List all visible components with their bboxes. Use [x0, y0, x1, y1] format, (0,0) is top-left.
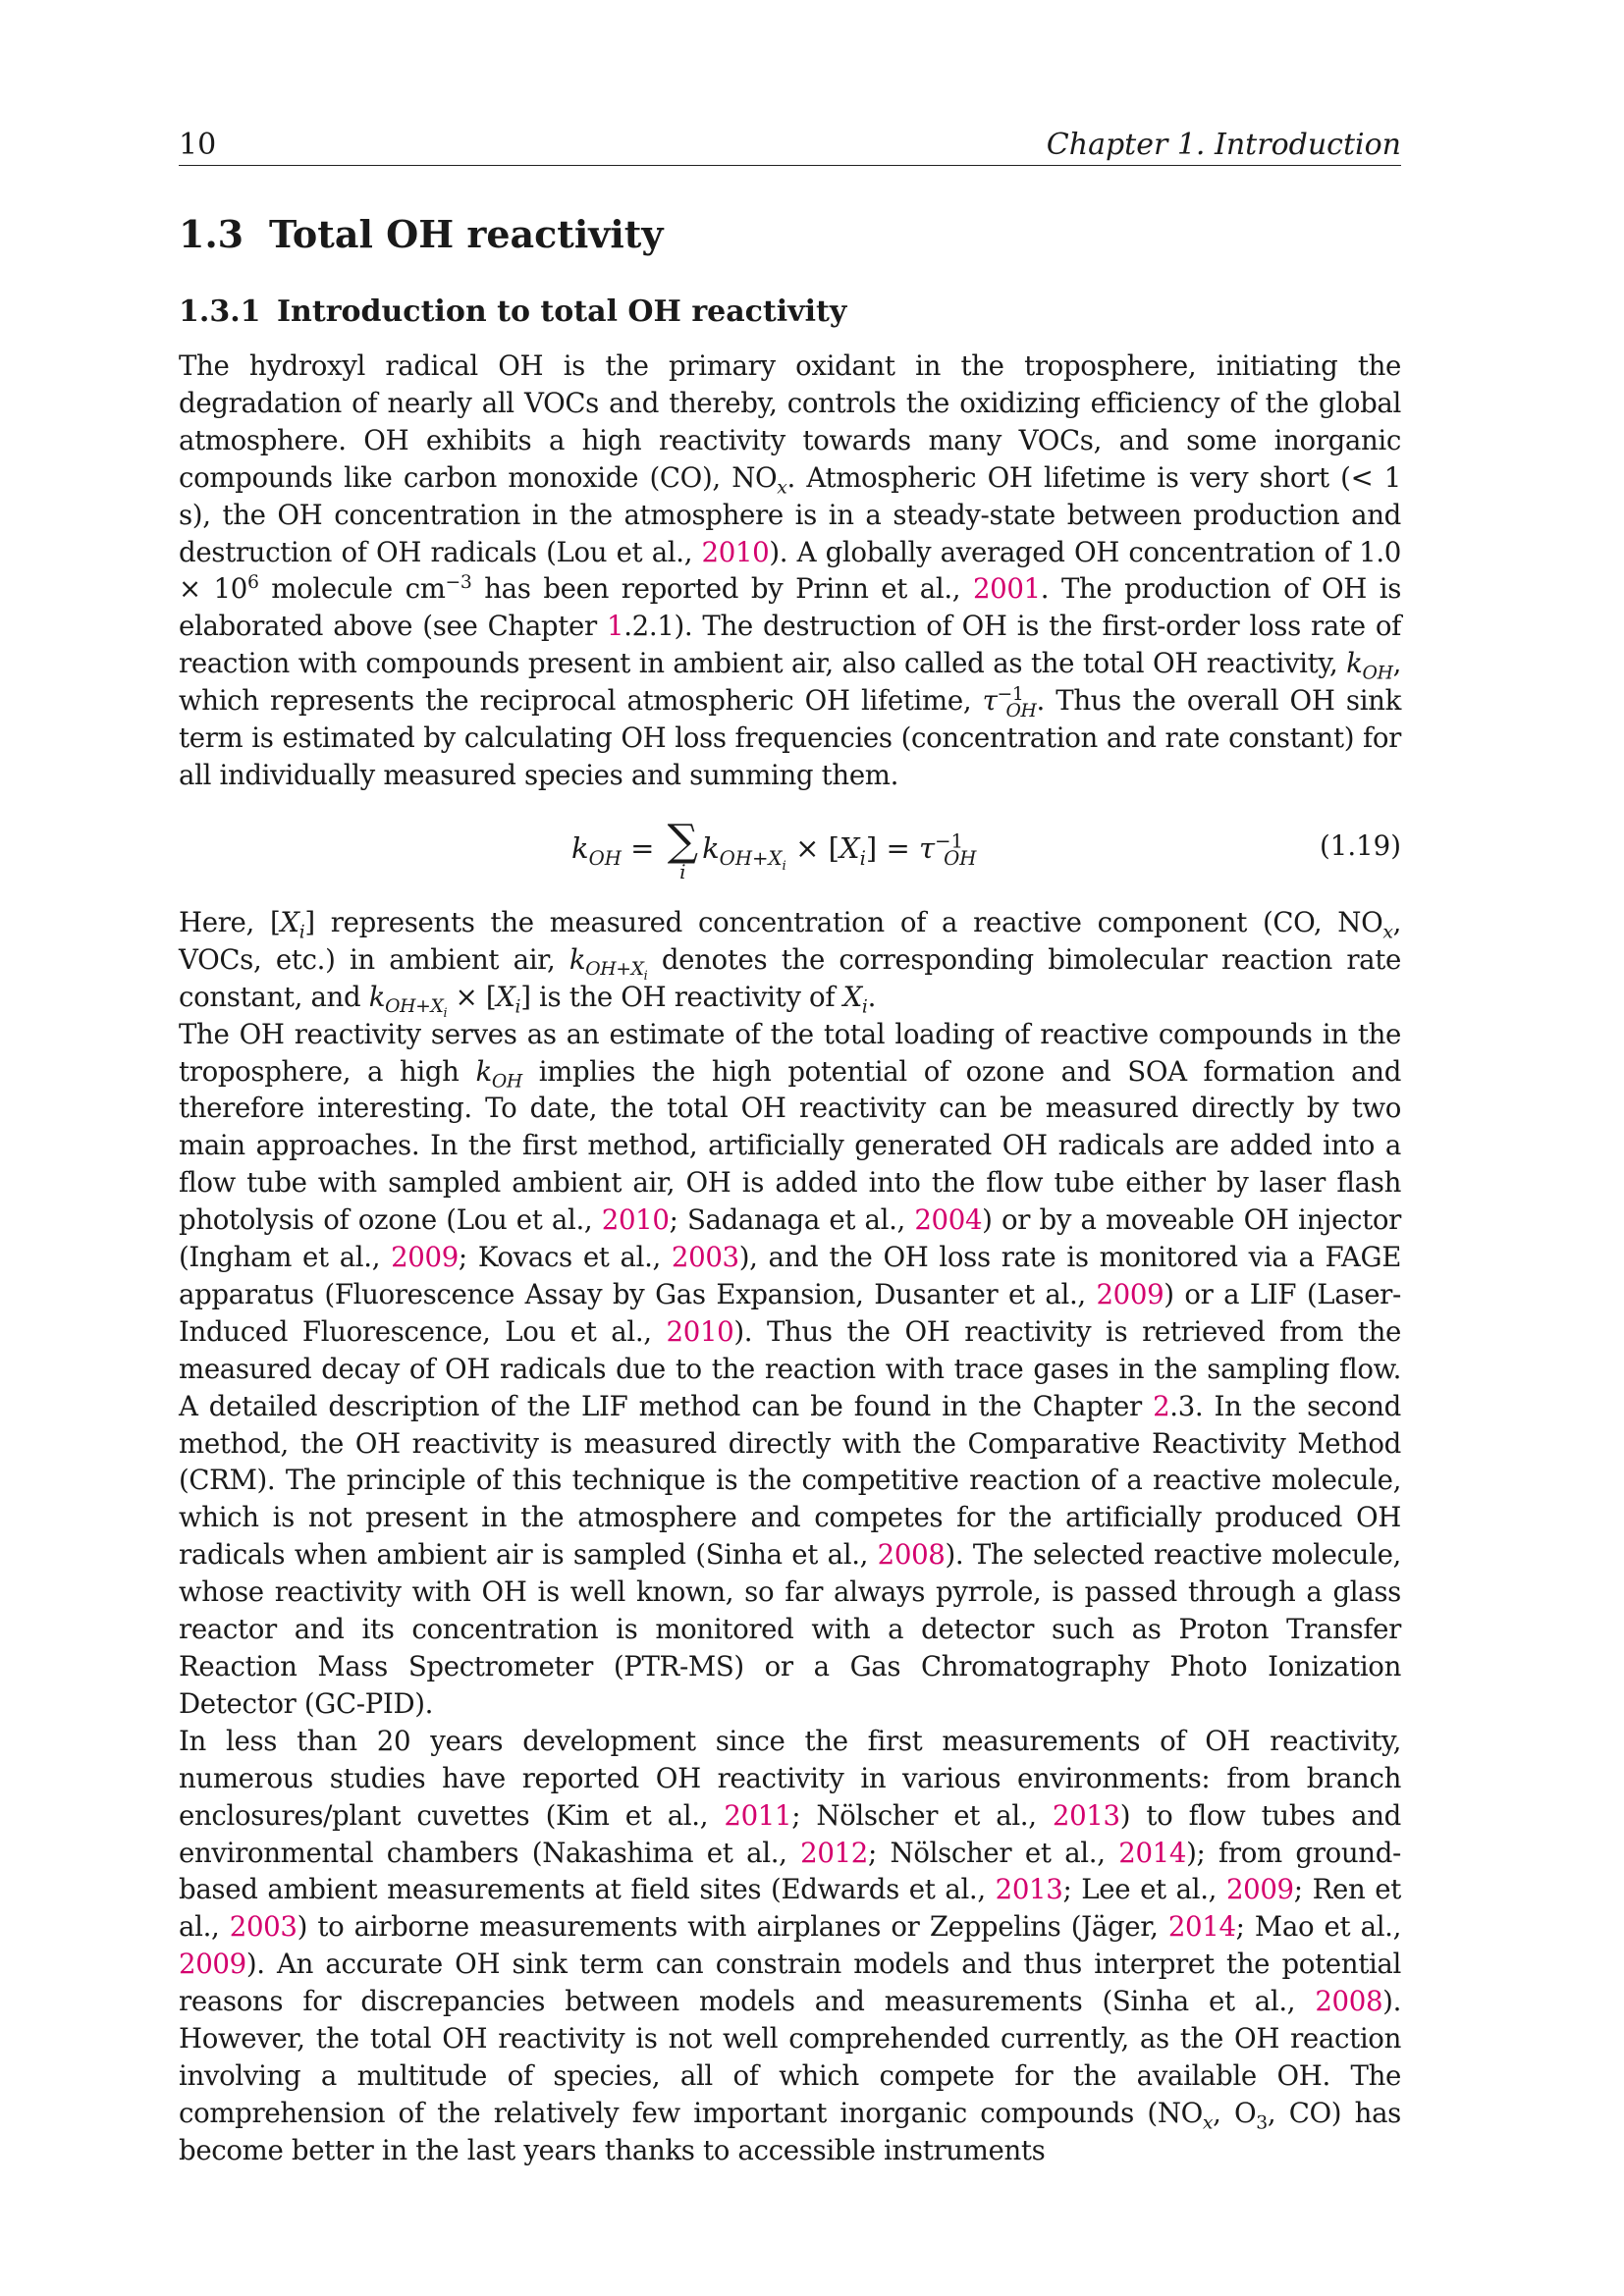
- citation-link[interactable]: 2010: [701, 535, 770, 568]
- equation-1-19: [179, 808, 1401, 898]
- text: ; Lee et al.,: [1062, 1873, 1226, 1906]
- eq-summation: [667, 815, 699, 883]
- eq-subsubscript: i: [782, 858, 786, 874]
- equation-body: [571, 815, 977, 883]
- citation-link[interactable]: 2011: [724, 1798, 792, 1832]
- text: ; Mao et al.,: [1235, 1910, 1402, 1944]
- subsubscript: i: [443, 1005, 448, 1021]
- subscript: OH: [1362, 663, 1393, 684]
- subscript: i: [298, 922, 305, 943]
- citation-link[interactable]: 2012: [800, 1836, 868, 1869]
- subscript: i: [861, 996, 868, 1018]
- text: .2.1). The destruction of OH is the first-order loss rate of reaction with compounds present in ambient air, also called as the total OH reactivity,: [179, 610, 1401, 680]
- text: molecule cm: [258, 572, 446, 606]
- text: . Atmospheric OH lifetime is very short (< 1 s), the OH concentration in the atmosphere is in a steady-state between production and destruction of OH radicals (Lou et al.,: [179, 460, 1401, 568]
- chapter-reference-link[interactable]: 2: [1153, 1389, 1170, 1422]
- text: ] is the OH reactivity of: [520, 980, 843, 1013]
- text: , O: [1213, 2096, 1257, 2129]
- text: In less than 20 years development since the first measurements of OH reactivity, numerous studies have reported OH reactivity in various environments: from branch enclosures/plant cuvettes (Kim et al.,: [179, 1724, 1401, 1832]
- text: , which represents the reciprocal atmospheric OH lifetime,: [179, 647, 1401, 718]
- eq-subscript: i: [859, 846, 866, 870]
- subscript: x: [777, 477, 787, 499]
- math-symbol: k: [568, 942, 586, 976]
- eq-superscript: −1: [935, 829, 964, 853]
- citation-link[interactable]: 2010: [666, 1314, 734, 1348]
- text: . Thus the overall OH sink term is estimated by calculating OH loss frequencies (concentration and rate constant) for all individually measured species and summing them.: [179, 684, 1401, 791]
- eq-var: X: [839, 830, 860, 865]
- superscript: −3: [445, 572, 472, 594]
- subscript: 3: [1256, 2112, 1268, 2134]
- citation-link[interactable]: 2009: [179, 1948, 246, 1981]
- eq-subscript: OH+X: [719, 846, 783, 870]
- text: × [: [447, 980, 497, 1013]
- text: ). A globally averaged OH concentration of 1.0 × 10: [179, 535, 1401, 606]
- eq-rhs: τ: [918, 830, 936, 865]
- paragraph-2: [179, 904, 1401, 1021]
- citation-link[interactable]: 2009: [1225, 1873, 1294, 1906]
- citation-link[interactable]: 2010: [601, 1203, 670, 1237]
- text: ; Ren et al.,: [179, 1873, 1401, 1944]
- text: Here, [: [179, 905, 281, 938]
- equation-number: (1.19): [1320, 828, 1401, 862]
- page-number: 10: [179, 128, 217, 162]
- text: denotes the corresponding bimolecular reaction rate constant, and: [179, 942, 1401, 1013]
- text: The OH reactivity serves as an estimate of the total loading of reactive compounds in the troposphere, a high: [179, 1017, 1401, 1088]
- citation-link[interactable]: 2004: [914, 1203, 983, 1237]
- subscript: x: [1382, 922, 1393, 943]
- eq-bracket: [: [828, 830, 839, 865]
- citation-link[interactable]: 2014: [1167, 1910, 1236, 1944]
- section-title: Total OH reactivity: [269, 212, 664, 256]
- eq-subscript: OH: [944, 846, 977, 870]
- subsection-heading: [179, 291, 1401, 334]
- text: ] represents the measured concentration of a reactive component (CO, NO: [304, 905, 1383, 938]
- text: ), and the OH loss rate is monitored via a FAGE apparatus (Fluorescence Assay by Gas Expansion, Dusanter et al.,: [179, 1241, 1401, 1310]
- subsection-number: 1.3.1: [179, 294, 261, 329]
- eq-lhs: k: [571, 830, 589, 865]
- text: ). Thus the OH reactivity is retrieved from the measured decay of OH radicals due to the reaction with trace gases in the sampling flow. A detailed description of the LIF method can be found in the Chapter: [179, 1314, 1401, 1422]
- main-content: [179, 206, 1401, 2169]
- subscript: i: [514, 996, 521, 1018]
- text: , CO) has become better in the last years thanks to accessible instruments: [179, 2096, 1401, 2166]
- section-number: 1.3: [179, 212, 244, 256]
- text: The hydroxyl radical OH is the primary oxidant in the troposphere, initiating the degradation of nearly all VOCs and thereby, controls the oxidizing efficiency of the global atmosphere. OH exhibits a high reactivity towards many VOCs, and some inorganic compounds like carbon monoxide (CO), NO: [179, 349, 1401, 494]
- subscript: OH: [1005, 700, 1037, 721]
- citation-link[interactable]: 2009: [1096, 1277, 1164, 1310]
- math-symbol: τ: [982, 684, 998, 718]
- math-symbol: k: [1346, 647, 1363, 680]
- text: implies the high potential of ozone and SOA formation and therefore interesting. To date, the total OH reactivity can be measured directly by two main approaches. In the first method, artificially generated OH radicals are added into a flow tube with sampled ambient air, OH is added into the flow tube either by laser flash photolysis of ozone (Lou et al.,: [179, 1054, 1402, 1237]
- text: ; Kovacs et al.,: [458, 1241, 672, 1274]
- chapter-title: Chapter 1. Introduction: [1046, 128, 1401, 162]
- math-symbol: k: [475, 1054, 492, 1088]
- math-symbol: X: [842, 980, 862, 1013]
- section-heading: [179, 206, 1401, 263]
- eq-times: ×: [795, 830, 820, 865]
- subscript: OH+X: [585, 959, 644, 981]
- subscript: OH+X: [385, 996, 444, 1018]
- citation-link[interactable]: 2003: [671, 1241, 739, 1274]
- subsection-title: Introduction to total OH reactivity: [277, 294, 847, 329]
- text: , VOCs, etc.) in ambient air,: [179, 905, 1401, 976]
- citation-link[interactable]: 2001: [972, 572, 1041, 606]
- text: ; Nölscher et al.,: [868, 1836, 1119, 1869]
- text: .3. In the second method, the OH reactivity is measured directly with the Comparative Reactivity Method (CRM). The principle of this technique is the competitive reaction of a reactive molecule, which is not present in the atmosphere and competes for the artificially produced OH radicals when ambient air is sampled (Sinha et al.,: [179, 1389, 1401, 1572]
- citation-link[interactable]: 2009: [391, 1241, 459, 1274]
- math-symbol: X: [280, 905, 299, 938]
- text: ; Sadanaga et al.,: [669, 1203, 915, 1237]
- eq-term: k: [702, 830, 720, 865]
- superscript: 6: [246, 572, 259, 594]
- text: ) or a LIF (Laser-Induced Fluorescence, Lou et al.,: [179, 1277, 1401, 1348]
- subsubscript: i: [643, 969, 648, 985]
- text: .: [867, 980, 876, 1013]
- text: has been reported by Prinn et al.,: [471, 572, 973, 606]
- citation-link[interactable]: 2008: [1315, 1985, 1383, 2018]
- citation-link[interactable]: 2013: [995, 1873, 1063, 1906]
- subscript: OH: [491, 1071, 522, 1093]
- paragraph-3: [179, 1016, 1401, 1723]
- citation-link[interactable]: 2008: [877, 1538, 946, 1572]
- eq-equals: =: [630, 830, 655, 865]
- text: ) or by a moveable OH injector (Ingham et al.,: [179, 1203, 1401, 1274]
- paragraph-4: [179, 1723, 1401, 2169]
- text: ); from ground-based ambient measurements at field sites (Edwards et al.,: [179, 1836, 1401, 1906]
- text: . The production of OH is elaborated above (see Chapter: [179, 572, 1402, 643]
- text: ) to airborne measurements with airplanes or Zeppelins (Jäger,: [297, 1910, 1168, 1944]
- chapter-reference-link[interactable]: 1: [606, 610, 624, 643]
- sum-symbol: ∑: [667, 815, 699, 866]
- sum-index: i: [679, 859, 686, 883]
- eq-bracket: ]: [865, 830, 878, 865]
- eq-equals: =: [886, 830, 910, 865]
- citation-link[interactable]: 2003: [229, 1910, 298, 1944]
- math-symbol: X: [496, 980, 515, 1013]
- running-header: [179, 126, 1401, 166]
- eq-subscript: OH: [588, 846, 622, 870]
- text: ). The selected reactive molecule, whose reactivity with OH is well known, so far always pyrrole, is passed through a glass reactor and its concentration is monitored with a detector such as Proton Transfer Reaction Mass Spectrometer (PTR-MS) or a Gas Chromatography Photo Ionization Detector (GC-PID).: [179, 1538, 1401, 1720]
- text: ). An accurate OH sink term can constrain models and thus interpret the potential reasons for discrepancies between models and measurements (Sinha et al.,: [179, 1948, 1401, 2018]
- citation-link[interactable]: 2013: [1052, 1798, 1120, 1832]
- paragraph-1: [179, 347, 1401, 794]
- math-symbol: k: [368, 980, 386, 1013]
- text: ) to flow tubes and environmental chambers (Nakashima et al.,: [179, 1798, 1401, 1869]
- subscript: x: [1202, 2112, 1214, 2134]
- text: ; Nölscher et al.,: [791, 1798, 1053, 1832]
- superscript: −1: [997, 683, 1024, 705]
- text: ). However, the total OH reactivity is not well comprehended currently, as the OH reaction involving a multitude of species, all of which compete for the available OH. The comprehension of the relatively few important inorganic compounds (NO: [179, 1985, 1401, 2129]
- citation-link[interactable]: 2014: [1118, 1836, 1187, 1869]
